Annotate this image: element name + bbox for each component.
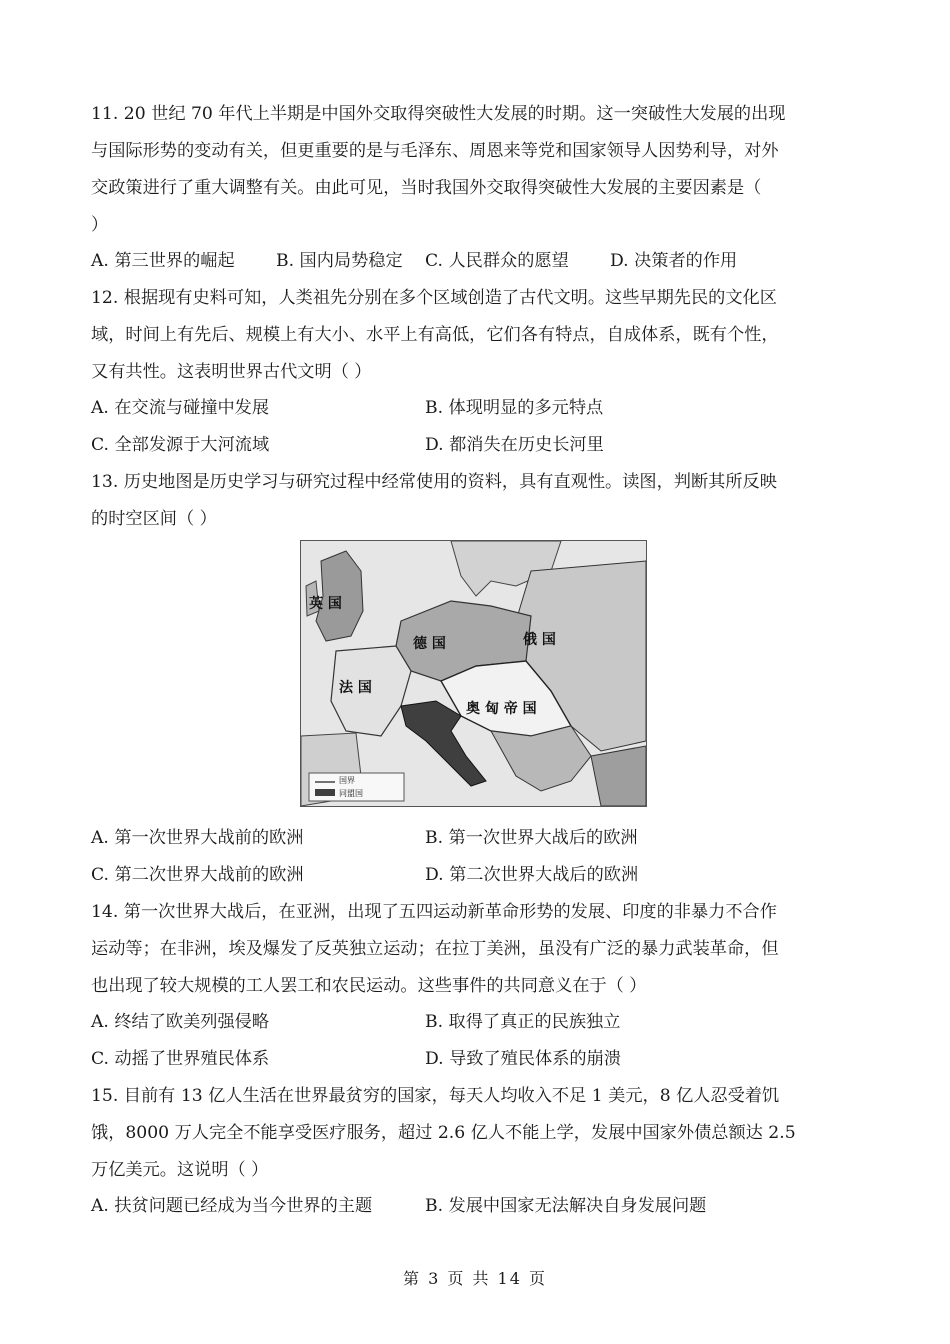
q15-stem-line-1: 15. 目前有 13 亿人生活在世界最贫穷的国家，每天人均收入不足 1 美元，8 亿人忍受着饥 — [91, 1086, 780, 1106]
q12-stem-line-1: 12. 根据现有史料可知，人类祖先分别在多个区域创造了古代文明。这些早期先民的文化区 — [91, 288, 777, 308]
q13-option-a: A. 第一次世界大战前的欧洲 — [91, 828, 304, 848]
map-legend-alliance: 同盟国 — [339, 789, 363, 798]
q15-stem-line-3: 万亿美元。这说明（ ） — [91, 1160, 269, 1180]
q11-option-b: B. 国内局势稳定 — [276, 251, 403, 271]
europe-map — [300, 540, 647, 807]
q12-option-c: C. 全部发源于大河流域 — [91, 435, 270, 455]
q12-stem-line-3: 又有共性。这表明世界古代文明（ ） — [91, 362, 372, 382]
q13-option-b: B. 第一次世界大战后的欧洲 — [425, 828, 638, 848]
q12-option-d: D. 都消失在历史长河里 — [425, 435, 604, 455]
q14-stem-line-2: 运动等；在非洲，埃及爆发了反英独立运动；在拉丁美洲，虽没有广泛的暴力武装革命，但 — [91, 939, 779, 959]
map-label-france: 法 国 — [339, 680, 372, 696]
map-label-uk: 英 国 — [309, 596, 342, 612]
q14-option-d: D. 导致了殖民体系的崩溃 — [425, 1049, 621, 1069]
q11-stem-line-2: 与国际形势的变动有关，但更重要的是与毛泽东、周恩来等党和国家领导人因势利导，对外 — [91, 141, 779, 161]
q13-stem-line-1: 13. 历史地图是历史学习与研究过程中经常使用的资料，具有直观性。读图，判断其所反映 — [91, 472, 777, 492]
q11-option-d: D. 决策者的作用 — [610, 251, 738, 271]
q13-option-d: D. 第二次世界大战后的欧洲 — [425, 865, 639, 885]
q11-stem-line-3: 交政策进行了重大调整有关。由此可见，当时我国外交取得突破性大发展的主要因素是（ — [91, 178, 762, 198]
q14-option-c: C. 动摇了世界殖民体系 — [91, 1049, 270, 1069]
q11-option-a: A. 第三世界的崛起 — [91, 251, 235, 271]
europe-map-drawing — [301, 541, 646, 806]
map-legend-border: 国界 — [339, 776, 355, 785]
page-number: 第 3 页 共 14 页 — [403, 1269, 547, 1288]
q14-option-b: B. 取得了真正的民族独立 — [425, 1012, 621, 1032]
q14-stem-line-1: 14. 第一次世界大战后，在亚洲，出现了五四运动新革命形势的发展、印度的非暴力不合作 — [91, 902, 777, 922]
q13-option-c: C. 第二次世界大战前的欧洲 — [91, 865, 304, 885]
q12-stem-line-2: 域，时间上有先后、规模上有大小、水平上有高低，它们各有特点，自成体系，既有个性， — [91, 325, 779, 345]
q15-option-b: B. 发展中国家无法解决自身发展问题 — [425, 1196, 707, 1216]
q14-stem-line-3: 也出现了较大规模的工人罢工和农民运动。这些事件的共同意义在于（ ） — [91, 976, 647, 996]
map-label-germany: 德 国 — [413, 636, 446, 652]
map-label-austria-hungary: 奥 匈 帝 国 — [466, 701, 537, 717]
q15-stem-line-2: 饿，8000 万人完全不能享受医疗服务，超过 2.6 亿人不能上学，发展中国家外债总额达 2.5 — [91, 1123, 796, 1143]
q11-option-c: C. 人民群众的愿望 — [425, 251, 569, 271]
map-label-russia: 俄 国 — [523, 632, 556, 648]
q15-option-a: A. 扶贫问题已经成为当今世界的主题 — [91, 1196, 373, 1216]
q14-option-a: A. 终结了欧美列强侵略 — [91, 1012, 270, 1032]
q11-stem-line-1: 11. 20 世纪 70 年代上半期是中国外交取得突破性大发展的时期。这一突破性大发展的出现 — [91, 104, 786, 124]
q11-stem-line-4: ） — [91, 215, 109, 235]
q13-stem-line-2: 的时空区间（ ） — [91, 509, 217, 529]
q12-option-b: B. 体现明显的多元特点 — [425, 398, 604, 418]
q12-option-a: A. 在交流与碰撞中发展 — [91, 398, 270, 418]
